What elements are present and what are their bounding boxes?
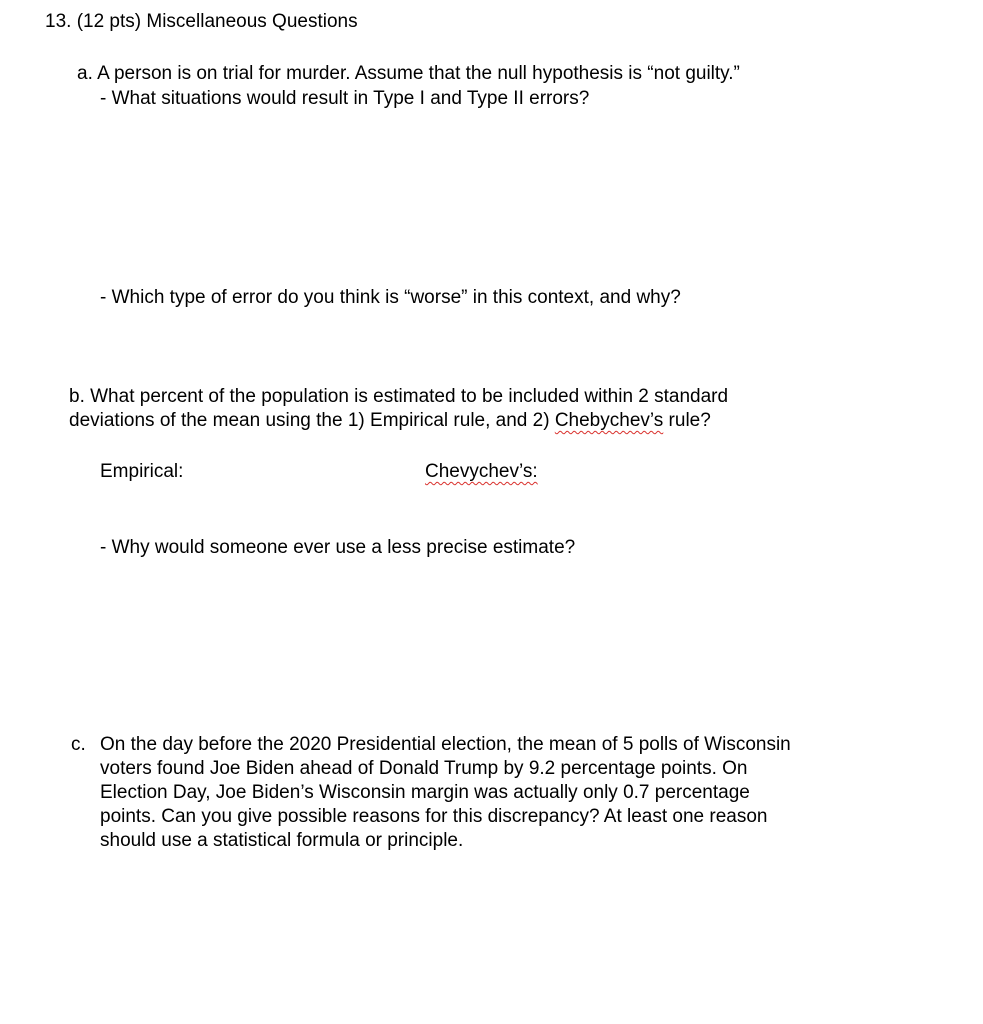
part-c-prompt: [100, 733, 960, 853]
part-b-line-2-text: deviations of the mean using the 1) Empirical rule, and 2): [69, 410, 555, 431]
part-a-prompt: a. A person is on trial for murder. Assume that the null hypothesis is “not guilty.”: [77, 63, 740, 84]
part-b-line-1: b. What percent of the population is estimated to be included within 2 standard: [69, 386, 729, 407]
part-c-line: voters found Joe Biden ahead of Donald Trump by 9.2 percentage points. On: [100, 758, 748, 779]
part-c-line: On the day before the 2020 Presidential election, the mean of 5 polls of Wisconsin: [100, 734, 791, 755]
part-c-marker: c.: [71, 734, 86, 755]
part-a-sub-question-errors: - What situations would result in Type I and Type II errors?: [100, 88, 590, 109]
part-b-line-2: [69, 409, 949, 433]
part-c-line: points. Can you give possible reasons for this discrepancy? At least one reason: [100, 806, 768, 827]
chevychev-label: Chevychev’s:: [425, 461, 538, 482]
part-b-line-2-end: rule?: [663, 410, 711, 431]
part-a-sub-question-worse: - Which type of error do you think is “worse” in this context, and why?: [100, 287, 681, 308]
part-c-line: should use a statistical formula or principle.: [100, 830, 464, 851]
part-b-prompt: [69, 385, 949, 433]
empirical-label: Empirical:: [100, 461, 184, 482]
question-title: 13. (12 pts) Miscellaneous Questions: [45, 11, 358, 32]
part-b-sub-question: - Why would someone ever use a less precise estimate?: [100, 537, 576, 558]
misspelled-word: Chebychev’s: [554, 410, 664, 431]
part-c-line: Election Day, Joe Biden’s Wisconsin margin was actually only 0.7 percentage: [100, 782, 750, 803]
